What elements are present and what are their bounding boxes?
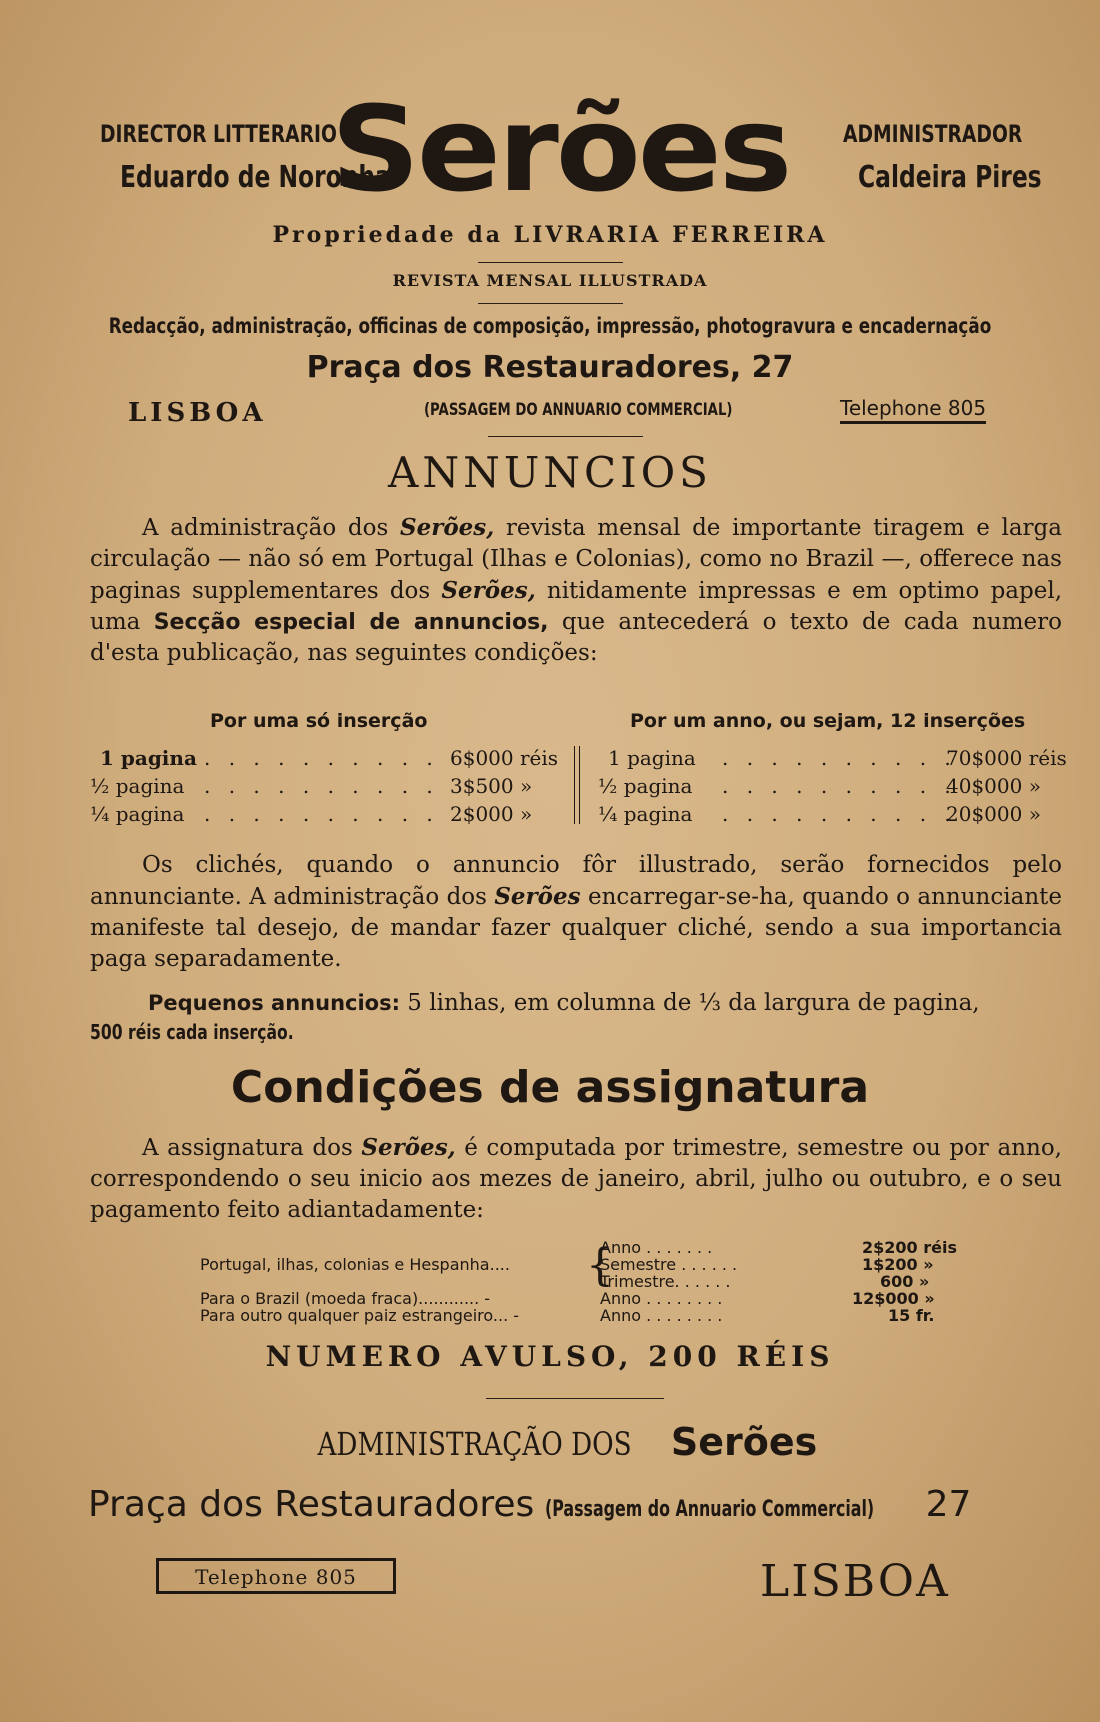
- brand-name: Serões,: [399, 514, 495, 541]
- special-section-label: Secção especial de annuncios,: [153, 610, 549, 635]
- row-label: ¼ pagina: [598, 802, 693, 826]
- cliches-paragraph: [90, 850, 1062, 975]
- city-name: LISBOA: [128, 398, 267, 428]
- period-cell: Semestre . . . . . .: [600, 1255, 738, 1274]
- row-label: ½ pagina: [598, 774, 693, 798]
- small-ads-price: 500 réis cada inserção.: [90, 1020, 294, 1044]
- row-price: 3$500 »: [450, 774, 533, 798]
- administrator-title: ADMINISTRADOR: [843, 120, 1023, 148]
- magazine-subtitle: REVISTA MENSAL ILLUSTRADA: [392, 271, 708, 290]
- brace-mark: {: [586, 1240, 614, 1291]
- intro-text: nitidamente impressas e em optimo papel, uma: [90, 578, 1063, 635]
- passage-note: (PASSAGEM DO ANNUARIO COMMERCIAL): [424, 400, 733, 420]
- leader-dots: . . . . . . . . . .: [204, 774, 439, 798]
- single-insertion-heading: Por uma só inserção: [210, 710, 428, 732]
- cliches-text: encarregar-se-ha, quando o annunciante manifeste tal desejo, de mandar fazer qualquer cliché, sendo a sua importancia paga separadamente.: [90, 884, 1062, 972]
- row-price: 6$000 réis: [450, 746, 559, 770]
- address-line: Praça dos Restauradores, 27: [306, 350, 794, 385]
- brand-name: Serões,: [441, 577, 536, 604]
- subscription-heading: Condições de assignatura: [230, 1062, 870, 1113]
- subscription-text: A assignatura dos: [142, 1135, 362, 1161]
- leader-dots: . . . . . . . . . .: [722, 746, 957, 770]
- annuncios-intro: [90, 512, 1062, 669]
- small-ads-line: [148, 990, 1068, 1016]
- small-ads-text: 5 linhas, em columna de ⅓ da largura de pagina,: [400, 990, 980, 1016]
- single-issue-price: NUMERO AVULSO, 200 RÉIS: [265, 1340, 835, 1373]
- annual-insertion-heading: Por um anno, ou sejam, 12 inserções: [630, 710, 1026, 732]
- cliches-text: Os clichés, quando o annuncio fôr illustrado, serão fornecidos pelo annunciante. A administração dos: [90, 852, 1062, 910]
- intro-text: revista mensal de importante tiragem e larga circulação — não só em Portugal (Ilhas e Colonias), como no Brazil —, offerece nas paginas supplementares dos: [90, 515, 1062, 604]
- divider: [486, 1398, 664, 1399]
- row-price: 2$000 »: [450, 802, 533, 826]
- row-price: 20$000 »: [946, 802, 1041, 826]
- director-title: DIRECTOR LITTERARIO: [100, 120, 337, 148]
- leader-dots: . . . . . . . . . .: [204, 746, 439, 770]
- footer-city: LISBOA: [760, 1556, 950, 1607]
- price-row: [598, 774, 692, 798]
- intro-text: A administração dos: [142, 515, 400, 541]
- row-label: 1 pagina: [608, 746, 696, 770]
- row-price: 70$000 réis: [946, 746, 1067, 770]
- subscription-paragraph: [90, 1132, 1062, 1226]
- price-cell: 600 »: [880, 1272, 930, 1291]
- row-label: ¼ pagina: [90, 802, 185, 826]
- footer-number: 27: [925, 1484, 972, 1525]
- footer-address: [88, 1484, 1068, 1525]
- ownership-line: Propriedade da LIVRARIA FERREIRA: [272, 222, 828, 248]
- services-line: Redacção, administração, officinas de composição, impressão, photogravura e encadernação: [108, 314, 992, 338]
- period-cell: Anno . . . . . . .: [600, 1238, 713, 1257]
- footer-telephone: Telephone 805: [195, 1565, 357, 1589]
- region-cell: Portugal, ilhas, colonias e Hespanha....: [200, 1255, 510, 1274]
- row-label: 1 pagina: [100, 746, 197, 770]
- administration-line: [200, 1420, 900, 1464]
- region-cell: Para o Brazil (moeda fraca)............ -: [200, 1289, 491, 1308]
- region-cell: Para outro qualquer paiz estrangeiro... -: [200, 1306, 520, 1325]
- footer-brand: Serões: [670, 1420, 818, 1464]
- row-label: ½ pagina: [90, 774, 185, 798]
- footer-telephone-box: [156, 1558, 396, 1594]
- price-row: [598, 802, 692, 826]
- director-name: Eduardo de Noronha: [120, 160, 391, 195]
- intro-text: que antecederá o texto de cada numero d'esta publicação, nas seguintes condições:: [90, 609, 1062, 666]
- leader-dots: . . . . . . . . . .: [722, 802, 957, 826]
- footer-passage: (Passagem do Annuario Commercial): [545, 1497, 875, 1522]
- price-row: [90, 774, 184, 798]
- price-row: [100, 746, 197, 770]
- divider: [478, 262, 623, 263]
- column-divider: [574, 746, 580, 824]
- period-cell: Anno . . . . . . . .: [600, 1306, 723, 1325]
- leader-dots: . . . . . . . . . .: [204, 802, 439, 826]
- administration-label: ADMINISTRAÇÃO DOS: [317, 1425, 632, 1463]
- subscription-text: é computada por trimestre, semestre ou por anno, correspondendo o seu inicio aos mezes de janeiro, abril, julho ou outubro, e o seu pagamento feito adiantadamente:: [90, 1135, 1062, 1223]
- brand-name: Serões: [494, 883, 581, 910]
- administrator-name: Caldeira Pires: [858, 160, 1042, 195]
- divider: [478, 303, 623, 304]
- period-cell: Trimestre. . . . . .: [600, 1272, 731, 1291]
- small-ads-label: Pequenos annuncios:: [148, 991, 400, 1015]
- price-cell: 15 fr.: [888, 1306, 935, 1325]
- price-cell: 2$200 réis: [862, 1238, 957, 1257]
- leader-dots: . . . . . . . . . .: [722, 774, 957, 798]
- telephone-number: Telephone 805: [840, 396, 986, 424]
- price-row: [608, 746, 696, 770]
- row-price: 40$000 »: [946, 774, 1041, 798]
- price-cell: 12$000 »: [852, 1289, 935, 1308]
- masthead-title: Serões: [330, 80, 790, 218]
- price-row: [90, 802, 184, 826]
- footer-street: Praça dos Restauradores: [88, 1484, 535, 1525]
- brand-name: Serões,: [361, 1134, 456, 1161]
- price-cell: 1$200 »: [862, 1255, 934, 1274]
- period-cell: Anno . . . . . . . .: [600, 1289, 723, 1308]
- divider: [488, 436, 643, 437]
- annuncios-heading: ANNUNCIOS: [388, 448, 712, 497]
